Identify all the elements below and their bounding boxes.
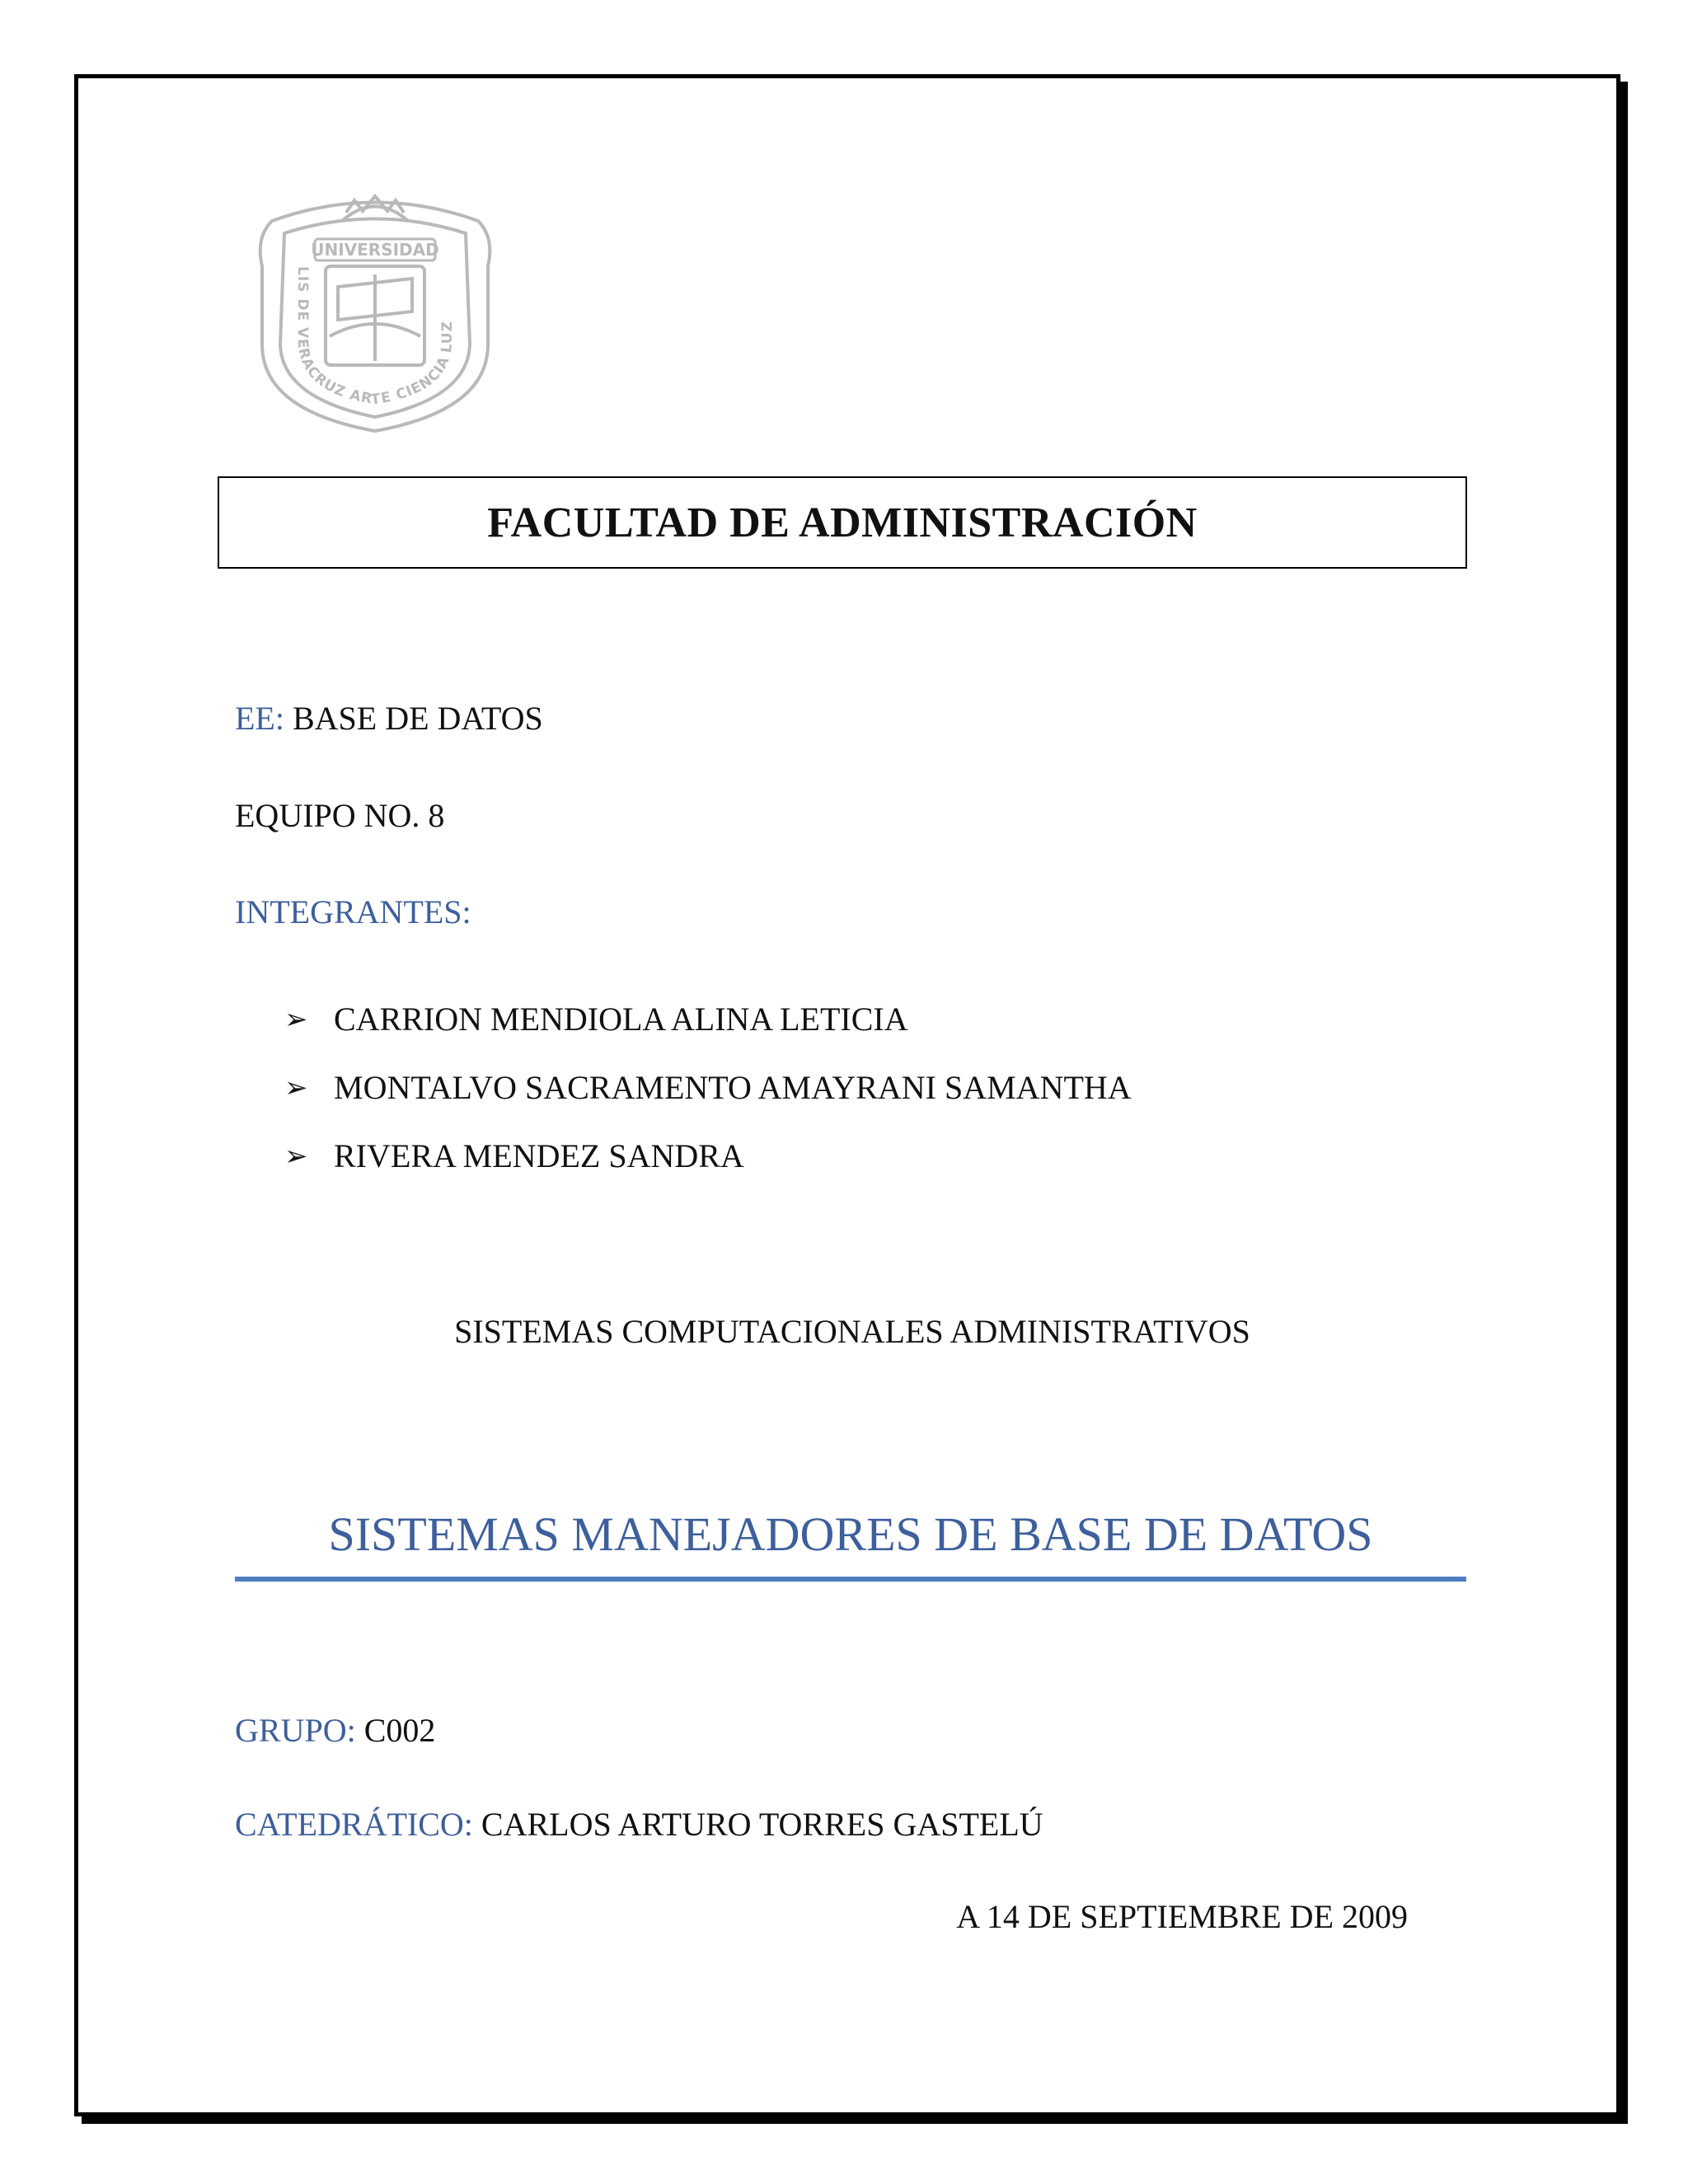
teacher-line [235, 1805, 1043, 1844]
list-item [284, 1122, 1132, 1190]
document-title: SISTEMAS MANEJADORES DE BASE DE DATOS [328, 1507, 1373, 1561]
teacher-value: CARLOS ARTURO TORRES GASTELÚ [481, 1806, 1043, 1843]
list-item [284, 1053, 1132, 1122]
university-seal-logo [247, 188, 503, 435]
group-line [235, 1711, 435, 1750]
document-date: A 14 DE SEPTIEMBRE DE 2009 [956, 1898, 1408, 1935]
arrow-bullet-icon: ➢ [284, 1071, 308, 1104]
ee-line [235, 699, 543, 738]
seal-top-text: UNIVERSIDAD [311, 240, 439, 260]
group-label: GRUPO: [235, 1712, 356, 1749]
faculty-title-box [218, 476, 1467, 569]
ee-label: EE: [235, 700, 284, 737]
arrow-bullet-icon: ➢ [284, 1139, 308, 1173]
seal-ring-text: LIS DE VERACRUZ ARTE CIENCIA LUZ [293, 266, 457, 409]
members-list [284, 985, 1132, 1190]
member-name: RIVERA MENDEZ SANDRA [334, 1137, 744, 1174]
ee-value: BASE DE DATOS [292, 700, 543, 737]
list-item [284, 985, 1132, 1053]
program-name: SISTEMAS COMPUTACIONALES ADMINISTRATIVOS [454, 1313, 1250, 1350]
member-name: MONTALVO SACRAMENTO AMAYRANI SAMANTHA [334, 1069, 1132, 1106]
members-label: INTEGRANTES: [235, 893, 471, 930]
faculty-title: FACULTAD DE ADMINISTRACIÓN [487, 499, 1198, 546]
group-value: C002 [363, 1712, 436, 1749]
teacher-label: CATEDRÁTICO: [235, 1806, 473, 1843]
member-name: CARRION MENDIOLA ALINA LETICIA [334, 1001, 908, 1038]
title-underline [235, 1577, 1466, 1582]
arrow-bullet-icon: ➢ [284, 1002, 308, 1036]
team-number: EQUIPO NO. 8 [235, 797, 445, 834]
